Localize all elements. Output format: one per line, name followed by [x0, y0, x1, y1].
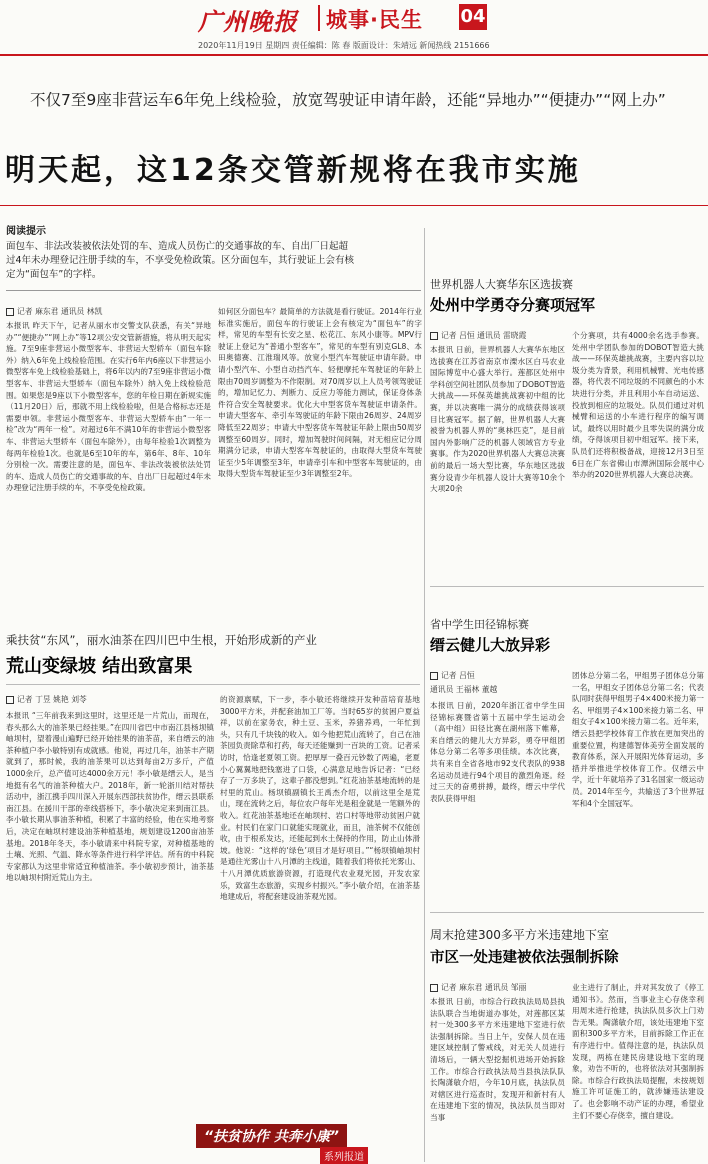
robot-kicker: 世界机器人大赛华东区选拔赛: [430, 278, 573, 291]
robot-body-col2: 个分赛项，共有4000余名选手参赛。处州中学团队参加的DOBOT智造大挑战——环保英雄挑战赛，主要内容以垃圾分类为背景，利用机械臂、光电传感器，将代表不同垃圾的不同颜色的小木块进行分类，并且利用小车自动运送、投放到相应的垃圾处。队员们通过对机械臂和运送的小车进行程序的编写调试，最终以用时最少且零失误的满分成绩，夺得该项目初中组冠军。接下来，队员们还将积极备战，迎接12月3日至6日在广东省佛山市潭洲国际会展中心举办的2020世界机器人大赛总决赛。: [572, 331, 704, 480]
masthead-divider: [318, 5, 320, 31]
demolish-kicker: 周末抢建300多平方米违建地下室: [430, 928, 609, 942]
reading-tip-label: 阅读提示: [6, 226, 46, 237]
main-body-col2: 如何区分面包车？最简单的方法就是看行驶证。2014年行业标准实施后，面包车的行驶证上会有核定为“面包车”的字样，常见的车型有长安之星、松花江、东风小康等。MPV行驶证上登记为“普通小型客车”，常见的车型有别克GL8、本田奥德赛、江淮瑞风等。放宽小型汽车驾驶证申请年龄。申请小型汽车、小型自动挡汽车、轻便摩托车驾驶证的年龄上限由70周岁调整为不作限制。对70周岁以上人员考领驾驶证的，增加记忆力、判断力、反应力等能力测试，保证身体条件符合安全驾驶要求。优化大中型客货车驾驶证申请条件。申请大型客车、牵引车驾驶证的年龄下限由26周岁、24周岁降低至22周岁；申请大中型客货车驾驶证年龄上限由50周岁调整至60周岁。同时，增加驾驶时间间隔，对无相应记分周期满分记录，申请大型客车驾驶证的，由取得大型货车驾驶证至少5年调整至3年，申请牵引车和中型客车驾驶证的，由取得大型货车驾驶证至少3年调整至2年。: [218, 307, 422, 479]
section-title: 城事·民生: [326, 8, 423, 32]
series-banner: “扶贫协作 共奔小康”: [196, 1124, 347, 1148]
headline-rule: [0, 205, 708, 206]
demolish-body-col1: 本报讯 日前，市综合行政执法局局县执法队联合当地街道办事处，对莲都区某村一处300多平方米违建地下室进行依法强制拆除。当日上午，安保人员在违建区域控制了警戒线，对无关人员进行清场后，一辆大型挖掘机进场开始拆除工作。市综合行政执法局当县执法队队长陶潇敏介绍，今年10月底，执法队员对辖区进行巡查时，发现开和新村有人在违建地下室的情况，执法队员当即对当事: [430, 997, 565, 1122]
robot-body-col1: 本报讯 日前，世界机器人大赛华东地区选拔赛在江苏省南京市溧水区白马农业国际博览中心盛大举行。莲都区处州中学科创空间社团队员参加了DOBOT智造大挑战——环保英雄挑战赛初中组的比赛，并以决赛唯一满分的成绩获得该项目比赛冠军。据了解，世界机器人大赛被誉为机器人界的“奥林匹克”，是目前国内外影响广泛的机器人领域官方专业赛事。作为2020世界机器人大赛总决赛前的最后一场大型比赛，华东地区选拔赛分设青少年机器人设计大赛等10余个大项20余: [430, 345, 565, 494]
sports-headline: 缙云健儿大放异彩: [430, 636, 551, 654]
robot-byline: [430, 330, 526, 341]
top-rule: [0, 54, 708, 56]
demolish-byline-text: 记者 麻东君 通讯员 邹丽: [441, 983, 527, 992]
newspaper-logo: 广州晚报: [198, 7, 298, 36]
tea-byline: [6, 694, 87, 705]
sports-byline: [430, 670, 475, 681]
sports-body-col2: 团体总分第二名，甲组男子团体总分第一名，甲组女子团体总分第二名；代表队同时获得甲组男子4×400米接力第一名、甲组男子4×100米接力第二名、甲组女子4×100米接力第二名。近年来，缙云县把学校体育工作放在更加突出的重要位置，构建德智体美劳全面发展的教育体系，深入开展阳光体育运动，多措并举推进学校体育工作。仅缙云中学，近十年就培养了31名国家一级运动员。2014年至今，共输送了3个世界冠军和4个全国冠军。: [572, 671, 704, 808]
main-headline: 明天起，这12条交管新规将在我市实施: [5, 153, 581, 188]
robot-byline-text: 记者 吕恒 通讯员 雷晓霞: [441, 331, 527, 340]
demolish-byline: [430, 982, 526, 993]
main-byline: [6, 306, 102, 317]
tea-body-col2: 的资源禀赋，下一步，李小敏还将继续开发种苗培育基地3000平方米，并配套油加工厂等。当时65岁的贫困户夏益祥，以前在家务农，种土豆、玉米，养猪养鸡，一年忙到头，只有几千块钱的收入。如今他把荒山流转了，自己在油茶园负责除草和打药，每天还能赚到一百块的工资。记者采访时，恰逢老夏领工资。把厚厚一叠百元钞数了两遍，老夏小心翼翼地把钱塞进了口袋，心满意足地告诉记者：“已经存了一万多块了，这辈子都没想到。”红花油茶基地流转的是村里的荒山。杨坝镇副镇长王禹杰介绍，以前这里全是荒山，现在流转之后，每位农户每年光是租金就是一笔额外的收入。红花油茶基地还在岫坝村、岩口村等地带动贫困户就业。村民们在家门口就能实现就业，而且，油茶树不仅能创收，由于根系发达，还能起到水土保持的作用，防止山体滑坡。他说：“这样的‘绿色’项目才是好项目。”“杨坝镇岫坝村是通往光雾山十八月潭的主线道，随着我们将依托光雾山、十八月潭优质旅游资源，打造现代农业观光园，开发农家乐，致富生态旅游，实现乡村振兴。”李小敏介绍，在油茶基地建成后，将配套建设油茶观光园。: [220, 695, 420, 902]
demolish-body-col2: 业主进行了制止，并对其发放了《停工通知书》。然而，当事业主心存侥幸利用周末进行抢建，执法队员多次上门劝告无果。陶潇敏介绍，该处违建地下室面积300多平方米，目前拆除工作正在有序进行中。值得注意的是，执法队员发现，两栋在建民房建设地下室的现象，劝告不听的，也将依法对其强制拆除。市综合行政执法局提醒，未按规划施工许可证施工的，就涉嫌违法建设了。也会影响不动产证的办理，希望业主们不要心存侥幸，擅自建设。: [572, 983, 704, 1120]
tea-rule: [6, 684, 420, 685]
tea-body-col1: 本报讯 “三年前我来到这里时，这里还是一片荒山，而现在，春头那么大的油茶果已经挂果。”在四川省巴中市南江县杨坝镇岫坝村，望着漫山遍野已经开始挂果的油茶苗，来自缙云的油茶种植户李小敏特别有成就感。他说，再过几年，油茶丰产期就到了，那时候，我的油茶果可以达到每亩2万多斤，产值1000余斤，总产值可达4000余万元！李小敏是缙云人，是当地挺有名气的油茶种植大户。2018年，新一轮浙川结对帮扶活动中，浙江携手四川深入开展东西部扶贫协作，缙云县联系南江县。在援川干部的牵线搭桥下，李小敏决定来到南江县。李小敏长期从事油茶种植，积累了丰富的经验，他在实地考察后，决定在岫坝村建设油茶种植基地，规划建设1200亩油茶基地。2018年冬天，李小敏请来中科院专家，对种植基地的土壤、光照、气温、降水等条件进行科学评估。所有的中科院专家都认为这里非常适宜种植油茶。李小敏初步预计，油茶基地以岫坝村附近荒山为主。: [6, 711, 214, 883]
sports-divider: [430, 912, 704, 913]
tea-headline: 荒山变绿坡 结出致富果: [6, 656, 193, 677]
dateline: 2020年11月19日 星期四 责任编辑：陈 春 版面设计：朱靖远 新闻热线 2151666: [198, 41, 490, 50]
byline-box-icon: [6, 696, 14, 704]
main-byline-text: 记者 麻东君 通讯员 林凯: [17, 307, 103, 316]
robot-divider: [430, 586, 704, 587]
tea-byline-text: 记者 丁昱 姚艳 刘苓: [17, 695, 87, 704]
sports-byline-2: 通讯员 王福林 董越: [430, 685, 498, 694]
sports-byline-text: 记者 吕恒: [441, 671, 475, 680]
reading-tip-text: 面包车、非法改装被依法处罚的车、造成人员伤亡的交通事故的车、自出厂日起超过4年未办理登记注册手续的车，不享受免检政策。区分面包车，其行驶证上会有核定为“面包车”的字样。: [6, 241, 355, 280]
page-number: 04: [459, 4, 487, 30]
main-body-col1: 本报讯 昨天下午，记者从丽水市交警支队获悉，有关“异地办”“便捷办”“网上办”等12项公安交管新措施，将从明天起实施。7至9座非营运小微型客车、非营运大型轿车（面包车除外）纳入6年免上线检验范围。在实行6年内6座以下非营运小微型客车免上线检验基础上，将6年以内的7至9座非营运小微型客车、非营运大型轿车（面包车除外）纳入免上线检验范围。如果您是9座以下小微型客车，您的年检日期在新规实施（11月20日）后，那就不用上线检验啦，但是合格标志还是需要申领。非营运小微型客车、非营运大型轿车由“一年一检”改为“两年一检”。对超过6年不满10年的非营运小微型客车、非营运大型轿车（面包车除外），由每年检验1次调整为每两年检验1次。也就是6至10年的车，第6年、8年、10年分别检一次。需要注意的是，面包车、非法改装被依法处罚的车、造成人员伤亡的交通事故的车、自出厂日起超过4年未办理登记注册手续的车，不享受免检政策。: [6, 321, 211, 493]
series-banner-tag: 系列报道: [320, 1147, 368, 1164]
byline-box-icon: [430, 984, 438, 992]
sports-kicker: 省中学生田径锦标赛: [430, 618, 529, 631]
sports-body-col1: 本报讯 日前，2020年浙江省中学生田径锦标赛暨省第十五届中学生运动会（高中组）田径比赛在湖州落下帷幕，来自缙云的健儿大方异彩，勇夺甲组团体总分第二名等多项佳绩。本次比赛，共有来自全省各地市92支代表队的938名运动员进行94个项目的激烈角逐。经过三天的奋勇拼搏，最终，缙云中学代表队获得甲组: [430, 701, 565, 803]
tea-kicker: 乘扶贫“东风”，丽水油茶在四川巴中生根，开始形成新的产业: [6, 633, 317, 647]
column-divider: [424, 228, 425, 1162]
tip-rule: [6, 290, 421, 291]
byline-box-icon: [6, 308, 14, 316]
robot-headline: 处州中学勇夺分赛项冠军: [430, 296, 596, 314]
demolish-headline: 市区一处违建被依法强制拆除: [430, 950, 619, 966]
byline-box-icon: [430, 332, 438, 340]
byline-box-icon: [430, 672, 438, 680]
main-subhead: 不仅7至9座非营运车6年免上线检验，放宽驾驶证申请年龄，还能“异地办”“便捷办”“网上办”: [30, 91, 666, 109]
